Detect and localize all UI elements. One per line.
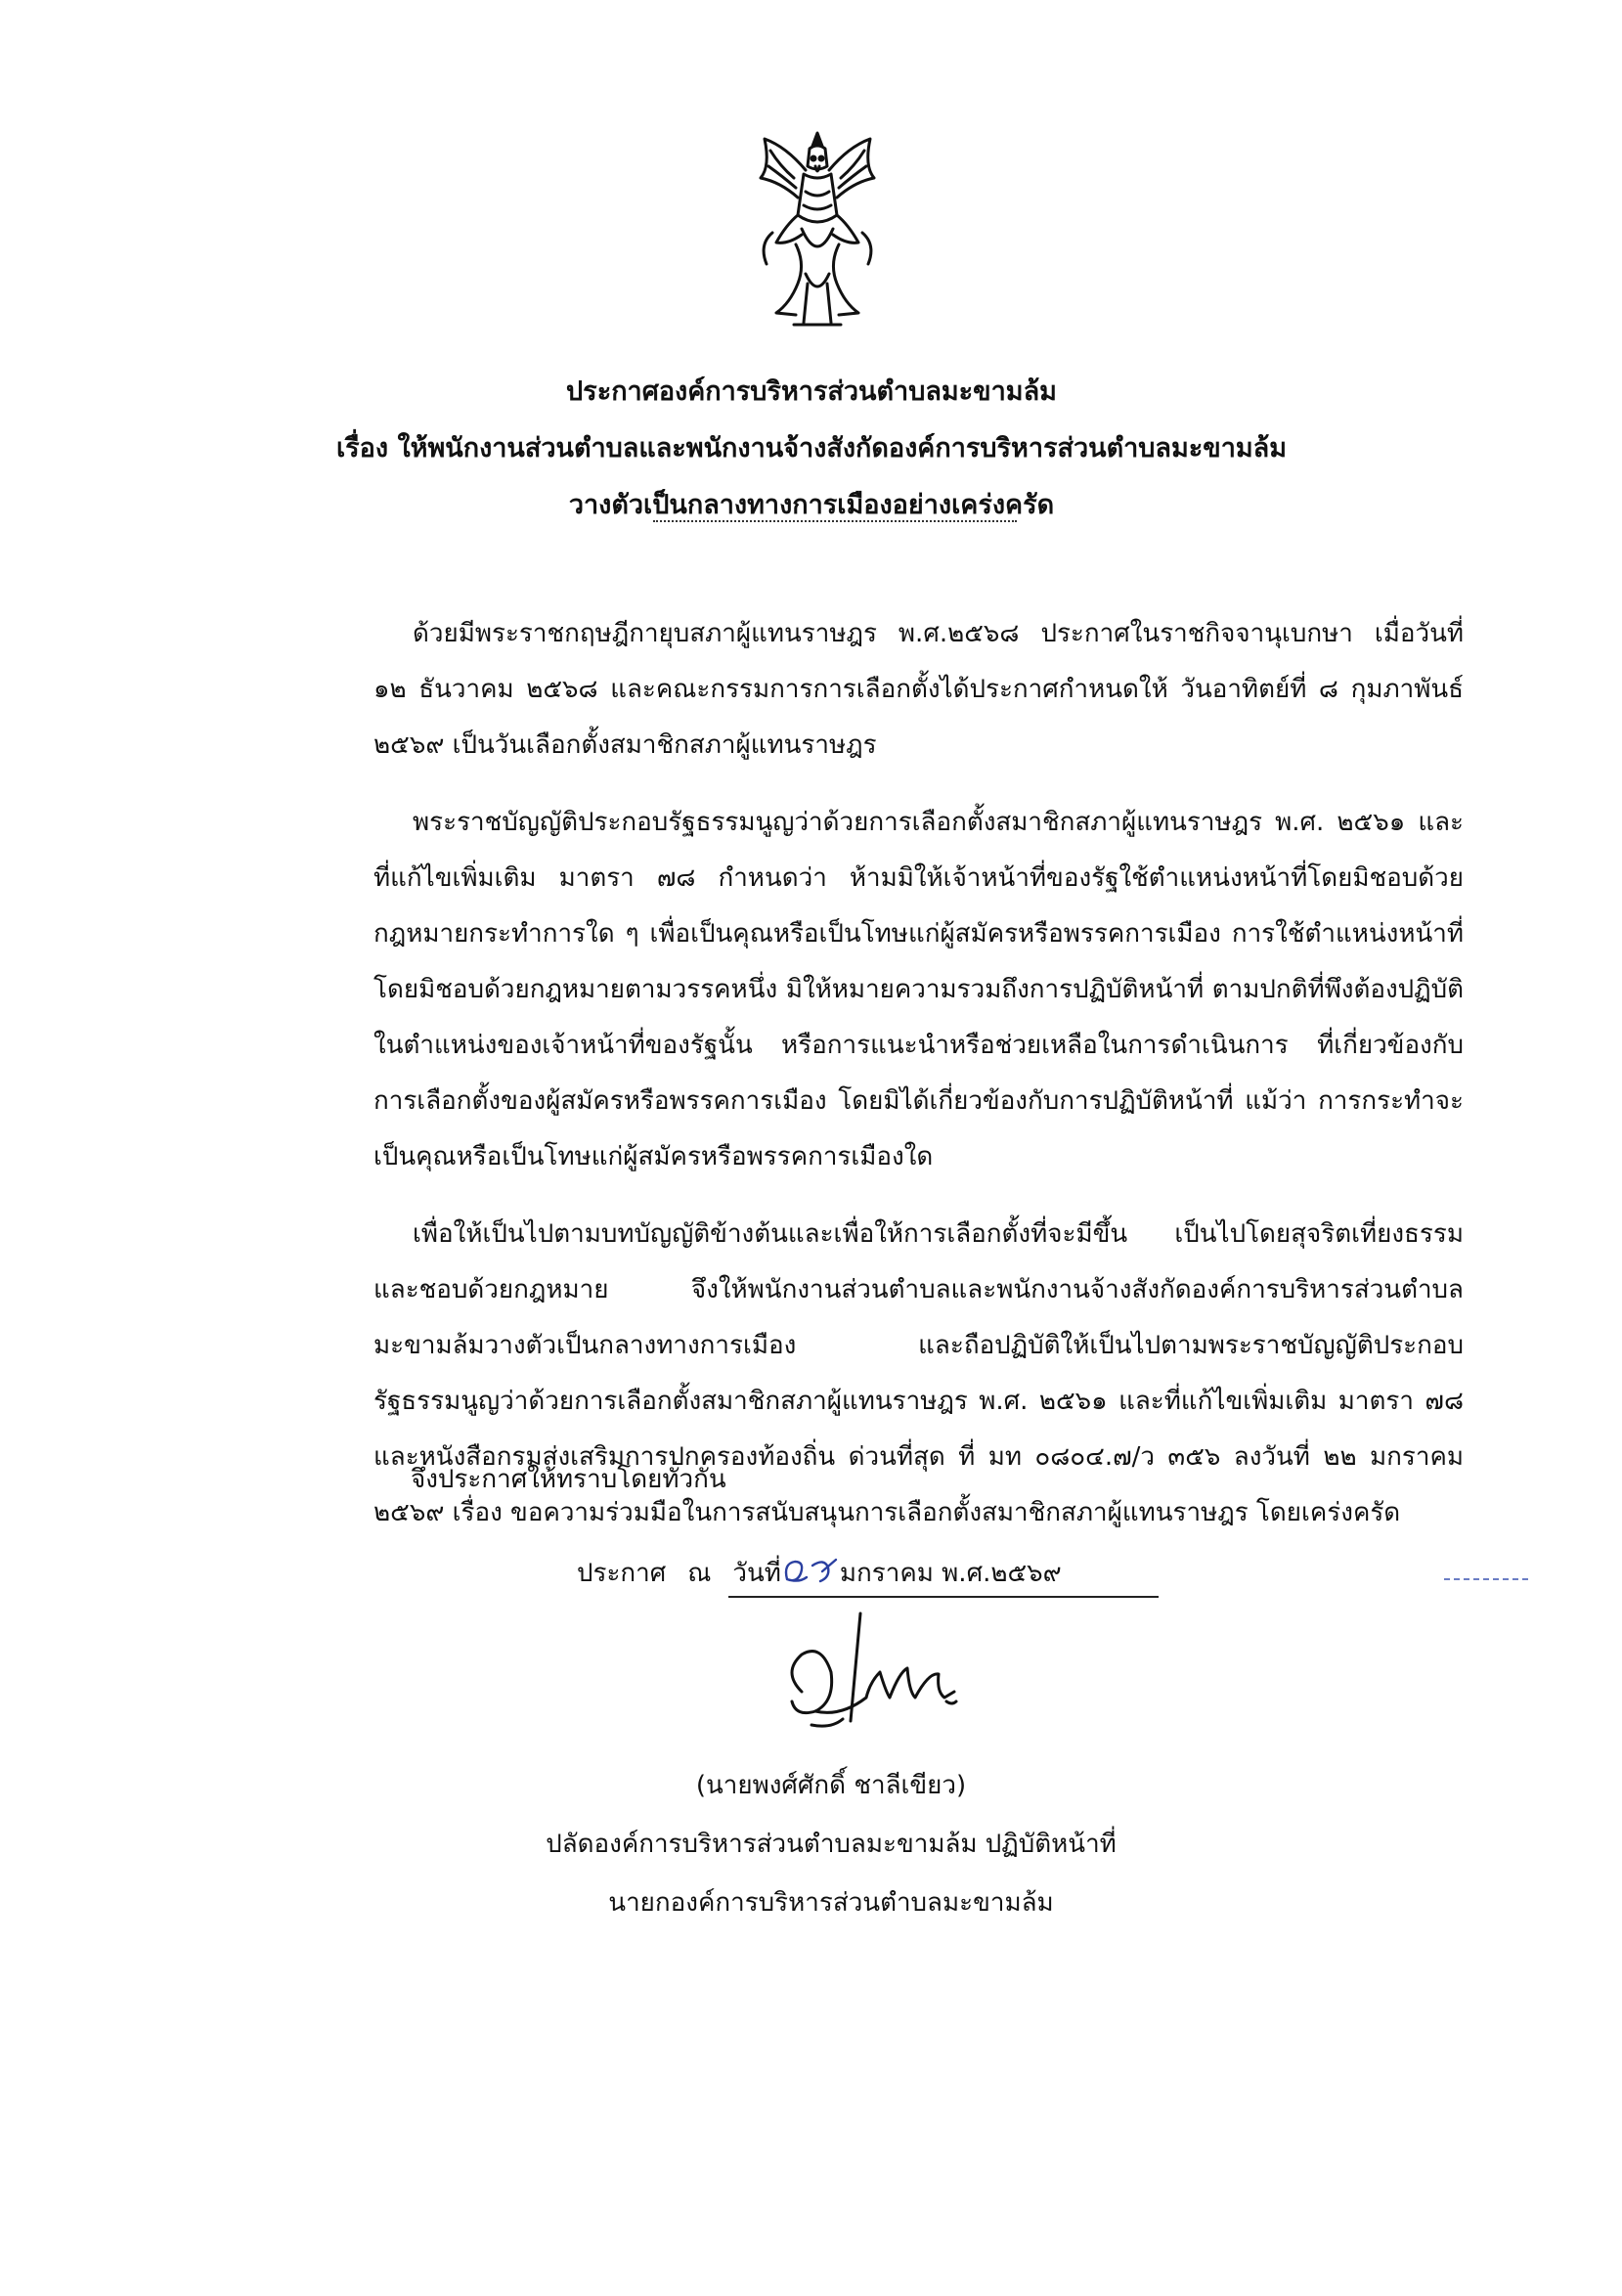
signatory-position-line-2: นายกองค์การบริหารส่วนตำบลมะขามล้ม [608, 1888, 1054, 1918]
signatory-name: (นายพงศ์ศักดิ์ ชาลีเขียว) [695, 1771, 967, 1800]
date-month-year: มกราคม พ.ศ.๒๕๖๙ [839, 1559, 1062, 1588]
body-text [373, 606, 1464, 1563]
handwritten-signature [772, 1604, 987, 1780]
subject-line-1: เรื่อง ให้พนักงานส่วนตำบลและพนักงานจ้างสังกัดองค์การบริหารส่วนตำบลมะขามล้ม [335, 433, 1288, 464]
date-line [577, 1553, 1062, 1593]
garuda-emblem-icon [747, 127, 889, 332]
date-day-label: วันที่ [732, 1559, 781, 1588]
title-block [196, 364, 1427, 534]
paragraph-1: ด้วยมีพระราชกฤษฎีกายุบสภาผู้แทนราษฎร พ.ศ.๒๕๖๘ ประกาศในราชกิจจานุเบกษา เมื่อวันที่ ๑๒ ธันวาคม ๒๕๖๘ และคณะกรรมการการเลือกตั้งได้ประกาศกำหนดให้ วันอาทิตย์ที่ ๘ กุมภาพันธ์ ๒๕๖๙ เป็นวันเลือกตั้งสมาชิกสภาผู้แทนราษฎร [373, 619, 1464, 760]
paragraph-3: เพื่อให้เป็นไปตามบทบัญญัติข้างต้นและเพื่อให้การเลือกตั้งที่จะมีขึ้น เป็นไปโดยสุจริตเที่ยงธรรมและชอบด้วยกฎหมาย จึงให้พนักงานส่วนตำบลและพนักงานจ้างสังกัดองค์การบริหารส่วนตำบลมะขามล้มวางตัวเป็นกลางทางการเมือง และถือปฏิบัติให้เป็นไปตามพระราชบัญญัติประกอบรัฐธรรมนูญว่าด้วยการเลือกตั้งสมาชิกสภาผู้แทนราษฎร พ.ศ. ๒๕๖๑ และที่แก้ไขเพิ่มเติม มาตรา ๗๘ และหนังสือกรมส่งเสริมการปกครองท้องถิ่น ด่วนที่สุด ที่ มท ๐๘๐๔.๗/ว ๓๕๖ ลงวันที่ ๒๒ มกราคม ๒๕๖๙ เรื่อง ขอความร่วมมือในการสนับสนุนการเลือกตั้งสมาชิกสภาผู้แทนราษฎร โดยเคร่งครัด [373, 1219, 1464, 1527]
paragraph-2: พระราชบัญญัติประกอบรัฐธรรมนูญว่าด้วยการเลือกตั้งสมาชิกสภาผู้แทนราษฎร พ.ศ. ๒๕๖๑ และที่แก้ไขเพิ่มเติม มาตรา ๗๘ กำหนดว่า ห้ามมิให้เจ้าหน้าที่ของรัฐใช้ตำแหน่งหน้าที่โดยมิชอบด้วยกฎหมายกระทำการใด ๆ เพื่อเป็นคุณหรือเป็นโทษแก่ผู้สมัครหรือพรรคการเมือง การใช้ตำแหน่งหน้าที่โดยมิชอบด้วยกฎหมายตามวรรคหนึ่ง มิให้หมายความรวมถึงการปฏิบัติหน้าที่ ตามปกติที่พึงต้องปฏิบัติในตำแหน่งของเจ้าหน้าที่ของรัฐนั้น หรือการแนะนำหรือช่วยเหลือในการดำเนินการ ที่เกี่ยวข้องกับการเลือกตั้งของผู้สมัครหรือพรรคการเมือง โดยมิได้เกี่ยวข้องกับการปฏิบัติหน้าที่ แม้ว่า การกระทำจะเป็นคุณหรือเป็นโทษแก่ผู้สมัครหรือพรรคการเมืองใด [373, 808, 1464, 1171]
closing-statement: จึงประกาศให้ทราบโดยทั่วกัน [411, 1465, 726, 1494]
dotted-separator [653, 520, 1017, 522]
document-title: ประกาศองค์การบริหารส่วนตำบลมะขามล้ม [566, 376, 1057, 407]
handwritten-day [781, 1554, 840, 1587]
date-underline [728, 1596, 1159, 1598]
ink-mark [1442, 1576, 1530, 1582]
signatory-block [528, 1756, 1134, 1932]
date-at: ณ [687, 1559, 712, 1588]
subject-line-2: วางตัวเป็นกลางทางการเมืองอย่างเคร่งครัด [568, 490, 1055, 520]
signatory-position-line-1: ปลัดองค์การบริหารส่วนตำบลมะขามล้ม ปฏิบัติหน้าที่ [546, 1830, 1117, 1859]
date-prefix: ประกาศ [577, 1559, 667, 1588]
